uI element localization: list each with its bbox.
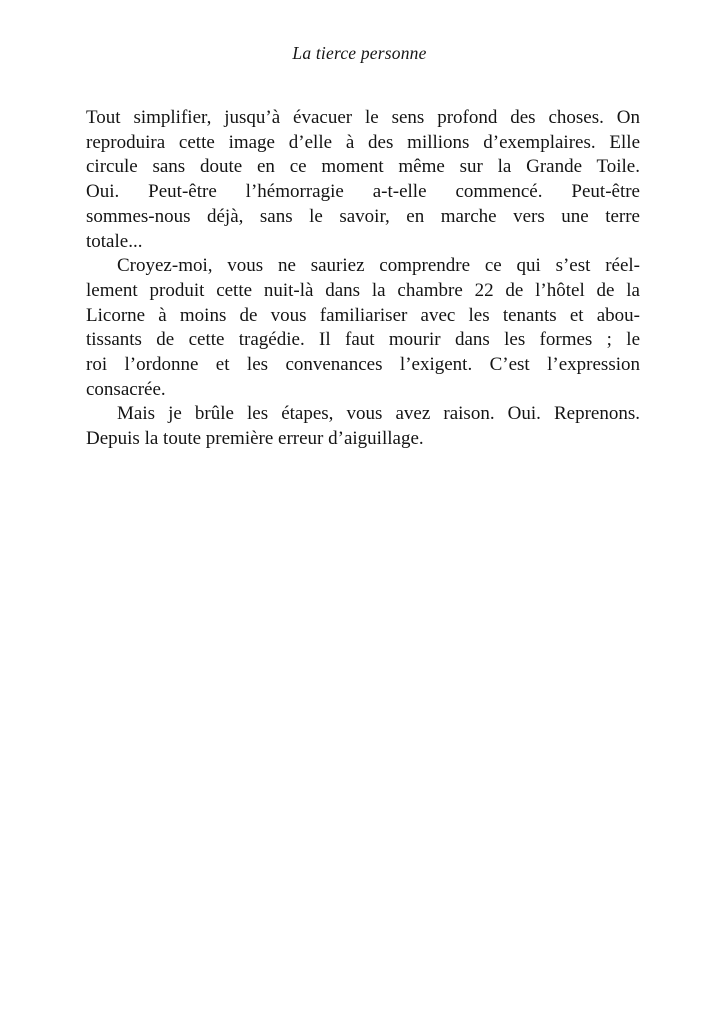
text-line: Mais je brûle les étapes, vous avez raison. Oui. Reprenons.: [117, 403, 640, 425]
text-line: totale...: [86, 230, 143, 252]
text-line: tissants de cette tragédie. Il faut mourir dans les formes ; le: [86, 329, 640, 351]
text-line: lement produit cette nuit-là dans la chambre 22 de l’hôtel de la: [86, 279, 640, 301]
text-line: circule sans doute en ce moment même sur la Grande Toile.: [86, 156, 640, 178]
text-line: Tout simplifier, jusqu’à évacuer le sens profond des choses. On: [86, 107, 640, 128]
text-line: Depuis la toute première erreur d’aiguillage.: [86, 428, 424, 450]
text-line: sommes-nous déjà, sans le savoir, en marche vers une terre: [86, 205, 640, 227]
text-line: consacrée.: [86, 378, 166, 400]
running-header: La tierce personne: [292, 43, 427, 63]
text-line: Oui. Peut-être l’hémorragie a-t-elle commencé. Peut-être: [86, 181, 640, 203]
page-text: [86, 106, 640, 452]
text-line: Croyez-moi, vous ne sauriez comprendre ce qui s’est réel-: [117, 255, 640, 277]
text-line: Licorne à moins de vous familiariser avec les tenants et abou-: [86, 304, 640, 326]
text-line: roi l’ordonne et les convenances l’exigent. C’est l’expression: [86, 354, 640, 376]
text-line: reproduira cette image d’elle à des millions d’exemplaires. Elle: [86, 131, 640, 153]
